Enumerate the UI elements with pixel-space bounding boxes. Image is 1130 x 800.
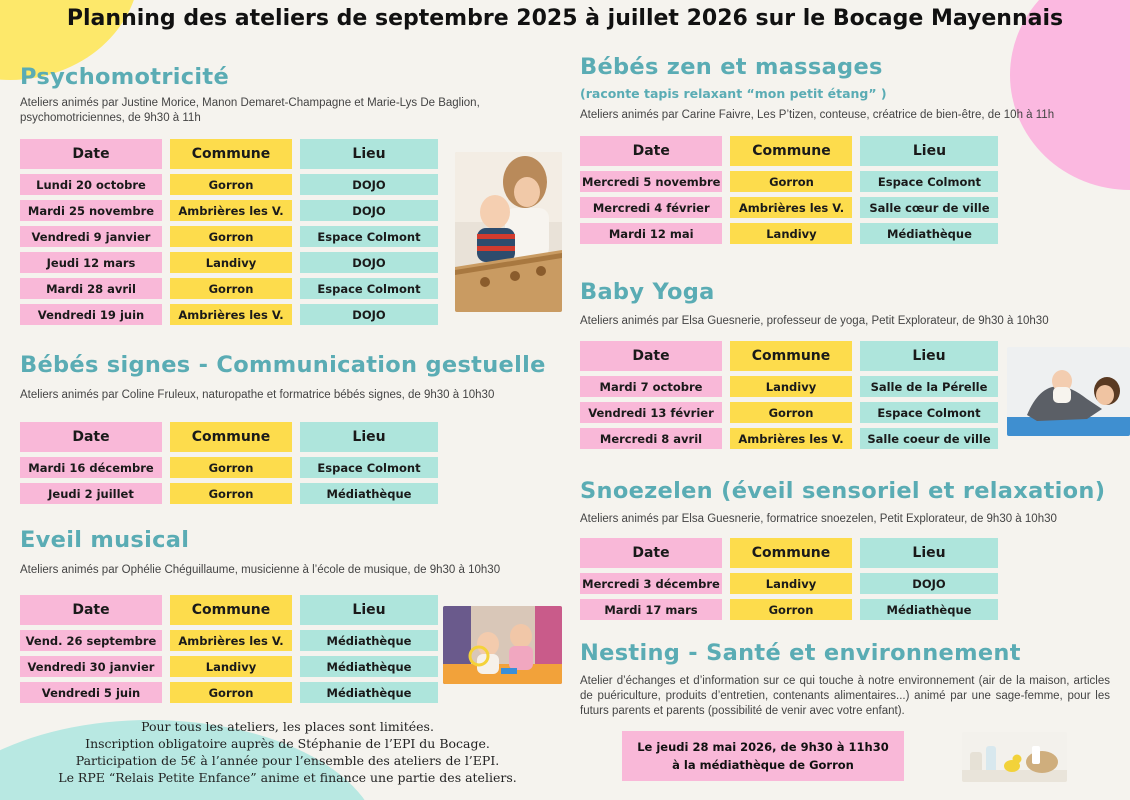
cell-commune: Gorron <box>170 483 292 504</box>
cell-lieu: Espace Colmont <box>860 171 998 192</box>
table-row <box>580 223 998 244</box>
section-title: Bébés zen et massages <box>580 54 883 80</box>
header-date: Date <box>580 538 722 568</box>
footer-line: Participation de 5€ à l’année pour l’ensemble des ateliers de l’EPI. <box>75 753 500 768</box>
cell-commune: Ambrières les V. <box>730 428 852 449</box>
cell-lieu: Salle cœur de ville <box>860 197 998 218</box>
cell-commune: Ambrières les V. <box>170 200 292 221</box>
section-description: Atelier d’échanges et d’information sur ce qui touche à notre environnement (air de la maison, articles de puériculture, produits d’entretien, contenants alimentaires...) animé par une sage-femme, pour les futurs parents et parents (possibilité de venir avec votre enfant). <box>580 675 1110 717</box>
table-row <box>20 174 438 195</box>
cell-commune: Gorron <box>730 402 852 423</box>
section-title: Nesting - Santé et environnement <box>580 640 1021 666</box>
cell-date: Jeudi 2 juillet <box>20 483 162 504</box>
cell-commune: Ambrières les V. <box>730 197 852 218</box>
header-commune: Commune <box>730 341 852 371</box>
schedule-table <box>572 533 1006 625</box>
nesting-place-line: à la médiathèque de Gorron <box>672 758 854 772</box>
nesting-date-line: Le jeudi 28 mai 2026, de 9h30 à 11h30 <box>637 740 889 754</box>
cell-lieu: Médiathèque <box>860 599 998 620</box>
header-date: Date <box>580 341 722 371</box>
section-title: Bébés signes - Communication gestuelle <box>20 352 546 378</box>
table-row <box>20 457 438 478</box>
table-row <box>20 252 438 273</box>
cell-commune: Landivy <box>730 573 852 594</box>
table-row <box>580 428 998 449</box>
section-title: Psychomotricité <box>20 64 229 90</box>
schedule-table <box>572 131 1006 249</box>
cell-date: Vendredi 9 janvier <box>20 226 162 247</box>
table-row <box>580 573 998 594</box>
header-lieu: Lieu <box>300 422 438 452</box>
header-date: Date <box>20 422 162 452</box>
page-title: Planning des ateliers de septembre 2025 à juillet 2026 sur le Bocage Mayennais <box>66 6 1064 31</box>
cell-commune: Ambrières les V. <box>170 304 292 325</box>
cell-date: Mardi 12 mai <box>580 223 722 244</box>
section-description: Ateliers animés par Ophélie Chéguillaume, musicienne à l’école de musique, de 9h30 à 10h30 <box>20 564 501 576</box>
header-date: Date <box>580 136 722 166</box>
section-snoezelen <box>580 478 1120 625</box>
table-row <box>20 483 438 504</box>
cell-commune: Gorron <box>730 171 852 192</box>
cell-lieu: Espace Colmont <box>860 402 998 423</box>
cell-date: Vendredi 13 février <box>580 402 722 423</box>
footer-line: Pour tous les ateliers, les places sont limitées. <box>141 719 434 734</box>
table-row <box>580 402 998 423</box>
cell-commune: Ambrières les V. <box>170 630 292 651</box>
schedule-table <box>12 590 446 708</box>
cell-lieu: Salle de la Pérelle <box>860 376 998 397</box>
cell-date: Mardi 28 avril <box>20 278 162 299</box>
photo-babies-music <box>443 606 562 684</box>
section-description: Ateliers animés par Elsa Guesnerie, formatrice snoezelen, Petit Explorateur, de 9h30 à 10h30 <box>580 513 1057 525</box>
table-row <box>20 278 438 299</box>
section-title: Eveil musical <box>20 527 190 553</box>
cell-date: Mercredi 8 avril <box>580 428 722 449</box>
schedule-table <box>12 134 446 330</box>
cell-commune: Landivy <box>730 223 852 244</box>
cell-lieu: Espace Colmont <box>300 457 438 478</box>
schedule-table <box>572 336 1006 454</box>
cell-commune: Gorron <box>170 174 292 195</box>
footer-line: Inscription obligatoire auprès de Stéphanie de l’EPI du Bocage. <box>85 736 490 751</box>
cell-lieu: DOJO <box>300 200 438 221</box>
table-row <box>20 630 438 651</box>
table-row <box>580 376 998 397</box>
section-bebes-signes <box>20 352 550 509</box>
section-description: Ateliers animés par Elsa Guesnerie, professeur de yoga, Petit Explorateur, de 9h30 à 10h30 <box>580 315 1049 327</box>
cell-commune: Landivy <box>730 376 852 397</box>
section-subtitle: (raconte tapis relaxant “mon petit étang” ) <box>580 86 887 101</box>
cell-date: Mercredi 4 février <box>580 197 722 218</box>
section-description: Ateliers animés par Coline Fruleux, naturopathe et formatrice bébés signes, de 9h30 à 10h30 <box>20 389 495 401</box>
cell-date: Mardi 16 décembre <box>20 457 162 478</box>
cell-date: Vendredi 5 juin <box>20 682 162 703</box>
cell-lieu: Médiathèque <box>860 223 998 244</box>
header-date: Date <box>20 139 162 169</box>
cell-date: Lundi 20 octobre <box>20 174 162 195</box>
photo-baby-products <box>962 732 1067 782</box>
cell-lieu: Médiathèque <box>300 682 438 703</box>
section-description: Ateliers animés par Carine Faivre, Les P’tizen, conteuse, créatrice de bien-être, de 10h à 11h <box>580 109 1055 121</box>
cell-lieu: Espace Colmont <box>300 278 438 299</box>
photo-baby-yoga <box>1007 347 1130 436</box>
cell-lieu: DOJO <box>300 174 438 195</box>
header-lieu: Lieu <box>860 136 998 166</box>
table-row <box>20 304 438 325</box>
cell-date: Mardi 25 novembre <box>20 200 162 221</box>
header-commune: Commune <box>170 595 292 625</box>
cell-date: Mercredi 5 novembre <box>580 171 722 192</box>
footer-notes <box>20 718 555 786</box>
cell-date: Jeudi 12 mars <box>20 252 162 273</box>
header-lieu: Lieu <box>860 538 998 568</box>
cell-lieu: Salle coeur de ville <box>860 428 998 449</box>
cell-commune: Gorron <box>170 226 292 247</box>
nesting-date-box <box>622 731 904 781</box>
cell-lieu: DOJO <box>300 304 438 325</box>
cell-lieu: DOJO <box>300 252 438 273</box>
cell-lieu: Médiathèque <box>300 483 438 504</box>
header-lieu: Lieu <box>860 341 998 371</box>
header-date: Date <box>20 595 162 625</box>
section-nesting <box>580 640 1110 719</box>
header-commune: Commune <box>730 136 852 166</box>
cell-date: Vend. 26 septembre <box>20 630 162 651</box>
cell-commune: Gorron <box>170 682 292 703</box>
cell-date: Vendredi 30 janvier <box>20 656 162 677</box>
header-commune: Commune <box>170 422 292 452</box>
header-lieu: Lieu <box>300 139 438 169</box>
footer-line: Le RPE “Relais Petite Enfance” anime et finance une partie des ateliers. <box>58 770 517 785</box>
cell-date: Mardi 7 octobre <box>580 376 722 397</box>
header-lieu: Lieu <box>300 595 438 625</box>
section-title: Baby Yoga <box>580 279 715 305</box>
photo-baby-playing <box>455 152 562 312</box>
section-title: Snoezelen (éveil sensoriel et relaxation) <box>580 478 1106 504</box>
cell-commune: Landivy <box>170 656 292 677</box>
schedule-table <box>12 417 446 509</box>
cell-lieu: Médiathèque <box>300 630 438 651</box>
cell-lieu: Espace Colmont <box>300 226 438 247</box>
cell-commune: Landivy <box>170 252 292 273</box>
cell-lieu: DOJO <box>860 573 998 594</box>
table-row <box>580 197 998 218</box>
header-commune: Commune <box>170 139 292 169</box>
table-row <box>20 226 438 247</box>
table-row <box>20 200 438 221</box>
section-description: Ateliers animés par Justine Morice, Manon Demaret-Champagne et Marie-Lys De Baglion, psychomotriciennes, de 9h30 à 11h <box>20 97 480 124</box>
cell-lieu: Médiathèque <box>300 656 438 677</box>
cell-date: Vendredi 19 juin <box>20 304 162 325</box>
section-bebes-zen <box>580 54 1110 249</box>
cell-commune: Gorron <box>170 457 292 478</box>
cell-date: Mercredi 3 décembre <box>580 573 722 594</box>
header-commune: Commune <box>730 538 852 568</box>
table-row <box>580 599 998 620</box>
cell-commune: Gorron <box>730 599 852 620</box>
table-row <box>580 171 998 192</box>
table-row <box>20 682 438 703</box>
table-row <box>20 656 438 677</box>
cell-commune: Gorron <box>170 278 292 299</box>
section-psychomotricite <box>20 64 520 330</box>
cell-date: Mardi 17 mars <box>580 599 722 620</box>
